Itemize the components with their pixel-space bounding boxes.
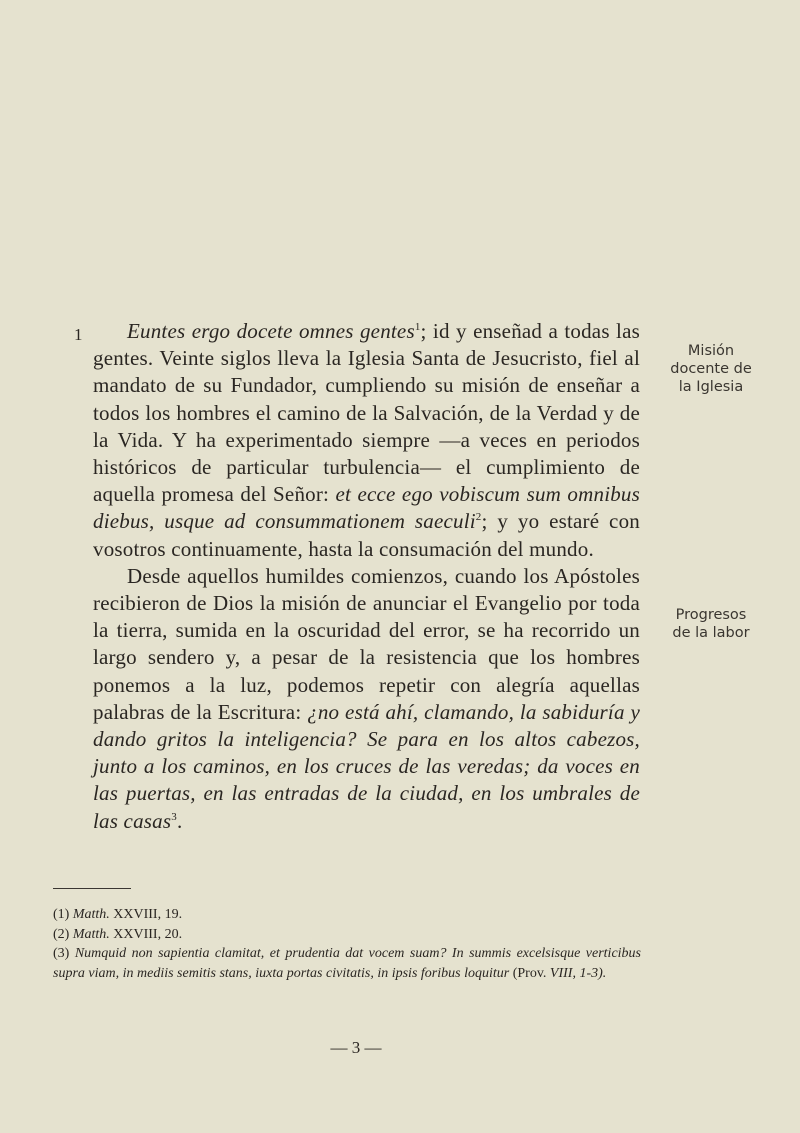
footnote-ref: 1 [414,321,421,333]
footnote-divider [53,888,131,889]
text-run: . [176,808,183,833]
footnotes [53,905,641,983]
italic-text: VIII, 1-3). [549,965,607,981]
italic-text: Numquid non sapientia clamitat, et prudentia dat vocem suam? In summis excelsisque verticibus supra viam, in mediis semitis stans, iuxta portas civitatis, in ipsis foribus loquitur [53,946,641,981]
main-text [93,318,640,835]
text-run: Desde aquellos humildes comienzos, cuando los Apóstoles recibieron de Dios la misión de anunciar el Evangelio por toda la tierra, sumida en la oscuridad del error, se ha recorrido un largo sendero y, a pesar de la resistencia que los hombres ponemos a la luz, podemos repetir con alegría aquellas palabras de la Escritura: [93,563,640,724]
paragraph [93,318,640,563]
italic-text: et ecce ego vobiscum sum omnibus diebus, usque ad consummationem saeculi [93,482,641,534]
margin-note-mision [656,342,766,396]
italic-text: ¿no está ahí, clamando, la sabiduría y dando gritos la inteligencia? Se para en los altos cabezos, junto a los caminos, en los cruces de las veredas; da voces en las puertas, en las entradas de la ciudad, en los umbrales de las casas [93,699,640,833]
footnote [53,925,641,945]
italic-text: Matth. [72,926,110,942]
text-run: XXVIII, 19. [109,907,183,922]
text-run: ; y yo estaré con vosotros continuamente, hasta la consumación del mundo. [93,509,640,561]
margin-note-line: docente de [670,361,752,377]
margin-note-line: de la labor [672,625,750,641]
footnote-ref: 3 [171,810,177,823]
text-run: (3) [53,946,75,961]
margin-note-line: Misión [687,343,735,359]
footnote-ref: 2 [475,511,482,524]
footnote [53,944,641,983]
text-run: (1) [53,907,73,922]
paragraph-marker: 1 [74,325,83,344]
italic-text: Matth. [72,907,110,922]
text-run: (2) [53,926,73,942]
page-number: — 3 — [330,1038,382,1057]
margin-note-line: la Iglesia [678,379,744,395]
text-run: (Prov. [509,965,550,981]
footnote [53,905,641,925]
text-run: ; id y enseñad a todas las gentes. Veinte siglos lleva la Iglesia Santa de Jesucristo, fiel al mandato de su Fundador, cumpliendo su misión de enseñar a todos los hombres el camino de la Salvación, de la Verdad y de la Vida. Y ha experimentado siempre —a veces en periodos históricos de particular turbulencia— el cumplimiento de aquella promesa del Señor: [93,319,640,507]
text-run: XXVIII, 20. [109,926,183,942]
margin-note-line: Progresos [675,607,747,623]
paragraph [93,563,640,835]
italic-text: Euntes ergo docete omnes gentes [127,319,415,343]
margin-note-progresos [656,606,766,642]
